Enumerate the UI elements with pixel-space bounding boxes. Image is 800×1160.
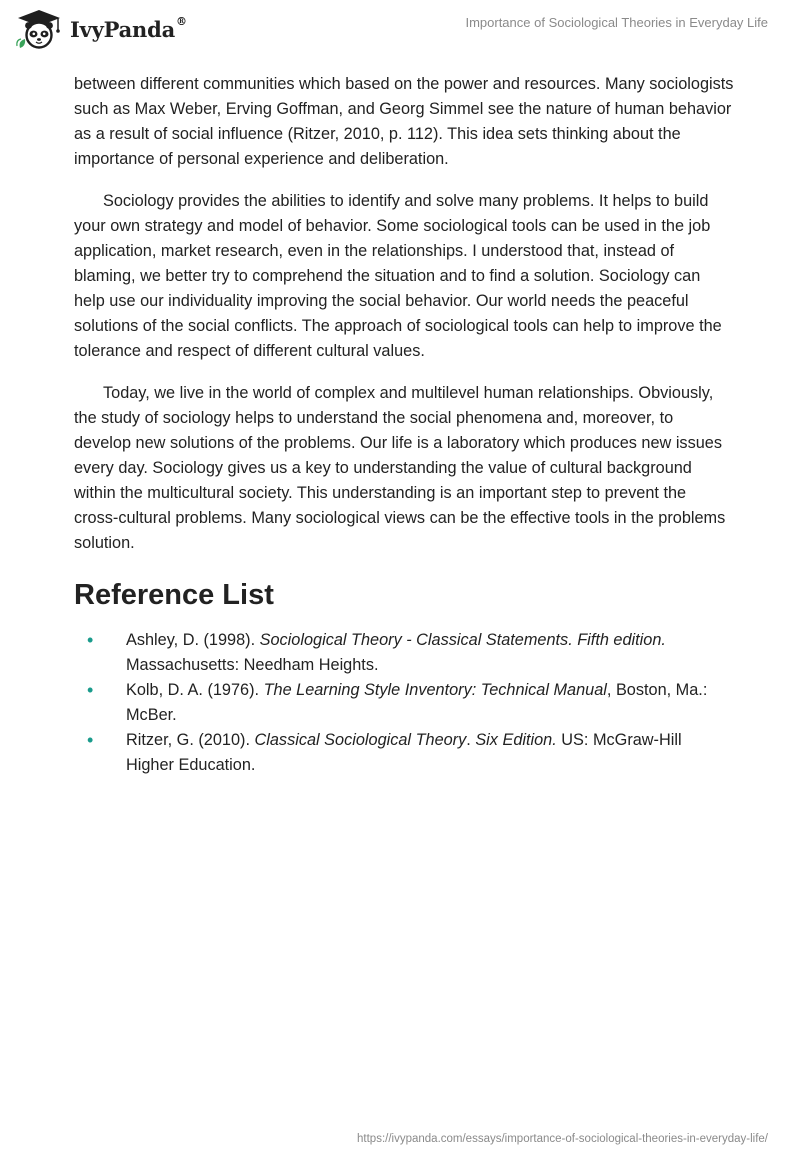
paragraph-2: Sociology provides the abilities to identify and solve many problems. It helps to build your own strategy and model of behavior. Some sociological tools can be used in the job application, market research, even in the relationships. I understood that, instead of blaming, we better try to comprehend the situation and to find a solution. Sociology can help use our individuality improving the social behavior. Our world needs the peaceful solutions of the social conflicts. The approach of sociological tools can help to improve the tolerance and respect of different cultural values. <box>74 192 722 360</box>
reference-item-ashley <box>74 628 734 678</box>
reference-publisher: US: McGraw-Hill Higher Education. <box>126 731 682 774</box>
paragraph-1: between different communities which based on the power and resources. Many sociologists such as Max Weber, Erving Goffman, and Georg Simmel see the nature of human behavior as a result of social influence (Ritzer, 2010, p. 112). This idea sets thinking about the importance of personal experience and deliberation. <box>74 75 734 168</box>
reference-list <box>74 628 734 778</box>
reference-title: Sociological Theory - Classical Statements. Fifth edition. <box>259 631 666 649</box>
reference-separator: . <box>466 731 476 749</box>
reference-publisher: Massachusetts: Needham Heights. <box>126 656 379 674</box>
panda-graduate-icon <box>14 8 64 50</box>
header-document-title: Importance of Sociological Theories in Everyday Life <box>465 15 768 30</box>
page-header <box>0 0 800 70</box>
bullet-icon: • <box>87 730 94 750</box>
paragraph-3: Today, we live in the world of complex and multilevel human relationships. Obviously, the study of sociology helps to understand the social phenomena and, moreover, to develop new solutions of the problems. Our life is a laboratory which produces new issues every day. Sociology gives us a key to understanding the value of cultural background within the multicultural society. This understanding is an important step to prevent the cross-cultural problems. Many sociological views can be the effective tools in the problems solution. <box>74 384 726 552</box>
footer-source-url[interactable]: https://ivypanda.com/essays/importance-of-sociological-theories-in-everyday-life/ <box>357 1133 768 1145</box>
logo-wordmark <box>70 14 187 42</box>
ivypanda-logo[interactable] <box>14 8 187 50</box>
reference-list-heading: Reference List <box>74 579 274 611</box>
reference-edition: Six Edition. <box>475 731 557 749</box>
reference-item-ritzer <box>74 728 734 778</box>
reference-title: The Learning Style Inventory: Technical Manual <box>263 681 607 699</box>
essay-content <box>74 72 734 778</box>
reference-item-kolb <box>74 678 734 728</box>
reference-title: Classical Sociological Theory <box>254 731 467 749</box>
reference-author: Kolb, D. A. (1976). <box>126 681 264 699</box>
reference-author: Ashley, D. (1998). <box>126 631 260 649</box>
logo-name: IvyPanda <box>70 16 176 42</box>
bullet-icon: • <box>87 630 94 650</box>
reference-publisher: , Boston, Ma.: McBer. <box>126 681 708 724</box>
registered-mark: ® <box>176 14 187 28</box>
bullet-icon: • <box>87 680 94 700</box>
reference-author: Ritzer, G. (2010). <box>126 731 255 749</box>
